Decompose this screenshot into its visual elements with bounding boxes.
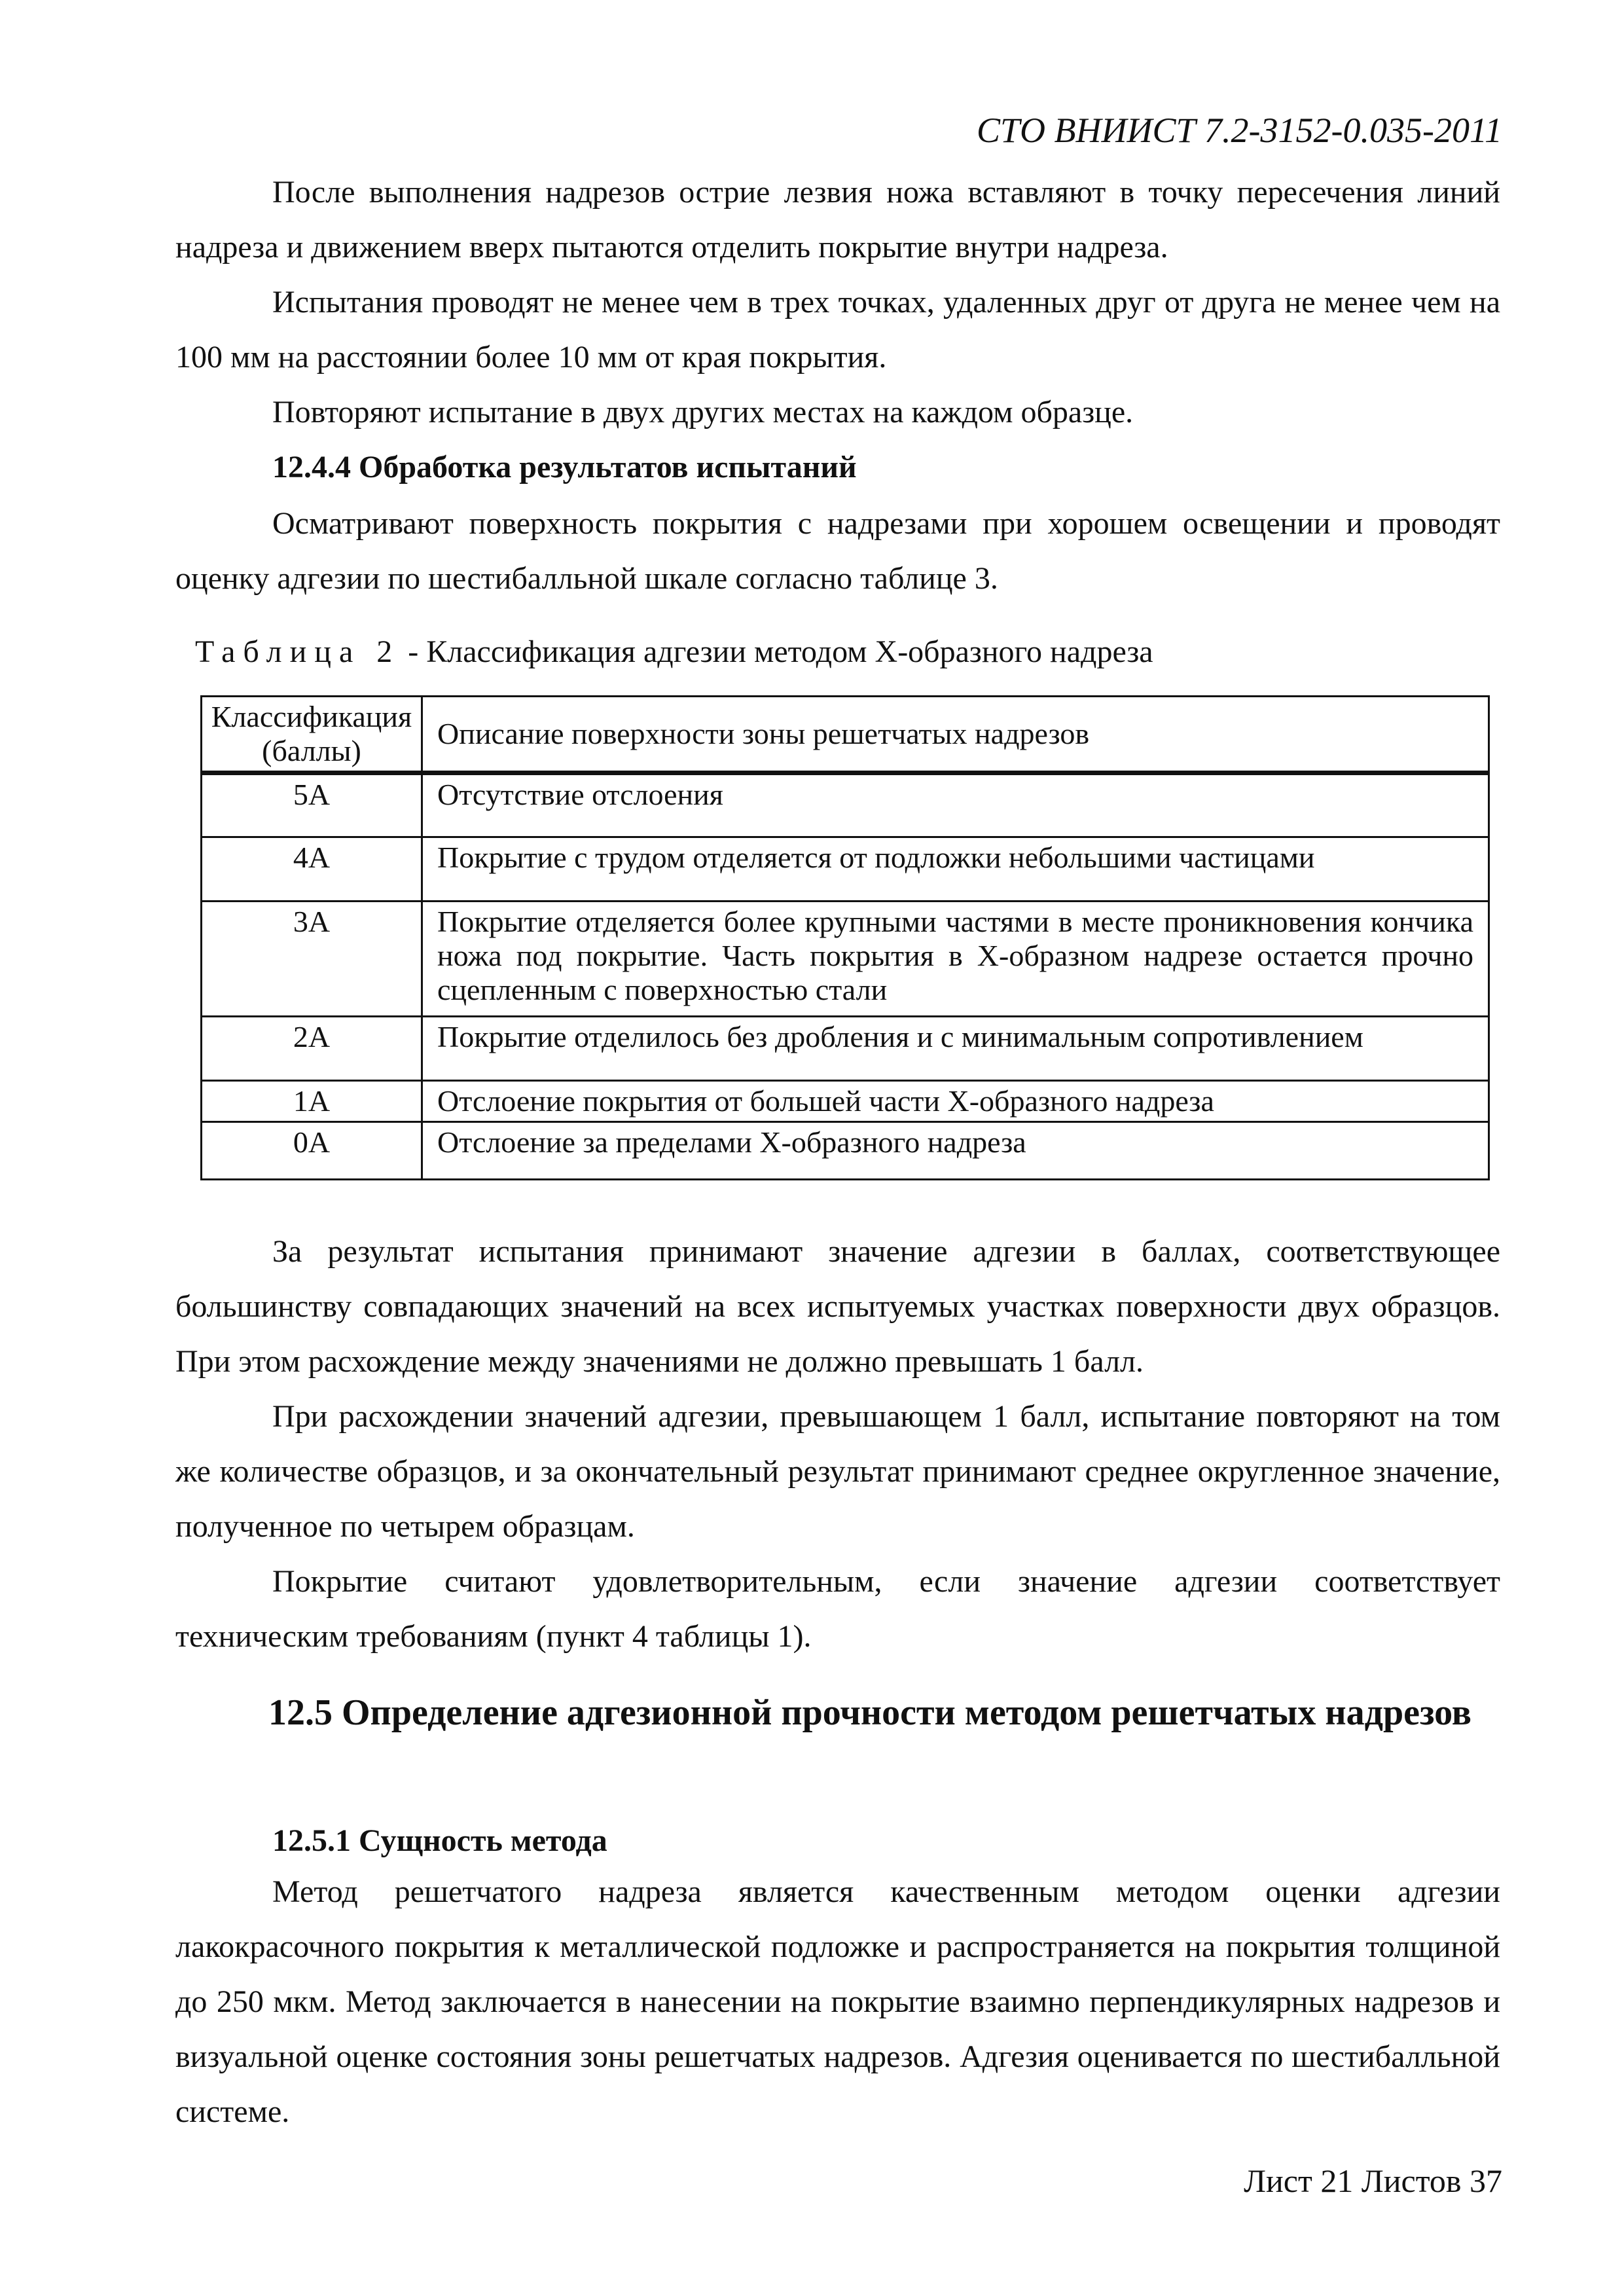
paragraph-knife-insertion: После выполнения надрезов острие лезвия ножа вставляют в точку пересечения линий надреза и движением вверх пытаются отделить покрытие внутри надреза. [175, 175, 1500, 264]
table-cell-grade: 0А [202, 1122, 422, 1180]
table-cell-grade: 2А [202, 1017, 422, 1081]
sheets-total: Листов 37 [1361, 2162, 1502, 2199]
table-cell-description: Отсутствие отслоения [422, 773, 1489, 837]
adhesion-classification-table [200, 695, 1490, 1180]
sheet-number: Лист 21 [1244, 2162, 1354, 2199]
table-row [202, 1017, 1489, 1081]
table-cell-grade: 1А [202, 1081, 422, 1122]
table-cell-grade: 4А [202, 837, 422, 902]
page-footer [1244, 2162, 1502, 2200]
table-row [202, 837, 1489, 902]
table-cell-grade: 5А [202, 773, 422, 837]
table-cell-description: Покрытие с трудом отделяется от подложки небольшими частицами [422, 837, 1489, 902]
document-code: СТО ВНИИСТ 7.2-3152-0.035-2011 [976, 111, 1502, 150]
paragraph-discrepancy: При расхождении значений адгезии, превышающем 1 балл, испытание повторяют на том же количестве образцов, и за окончательный результат принимают среднее округленное значение, полученное по четырем образцам. [175, 1399, 1500, 1544]
paragraph-test-points: Испытания проводят не менее чем в трех точках, удаленных друг от друга не менее чем на 100 мм на расстоянии более 10 мм от края покрытия. [175, 285, 1500, 374]
table-cell-description: Покрытие отделяется более крупными частями в месте проникновения кончика ножа под покрытие. Часть покрытия в Х-образном надрезе остается прочно сцепленным с поверхностью стали [422, 902, 1489, 1017]
table-header-row [202, 697, 1489, 773]
table-cell-description: Покрытие отделилось без дробления и с минимальным сопротивлением [422, 1017, 1489, 1081]
table-header-description: Описание поверхности зоны решетчатых надрезов [422, 697, 1489, 773]
table-row [202, 1081, 1489, 1122]
table-cell-description: Отслоение за пределами Х-образного надреза [422, 1122, 1489, 1180]
paragraph-inspection: Осматривают поверхность покрытия с надрезами при хорошем освещении и проводят оценку адгезии по шестибалльной шкале согласно таблице 3. [175, 506, 1500, 596]
section-heading-12-5: 12.5 Определение адгезионной прочности методом решетчатых надрезов [268, 1692, 1471, 1733]
paragraph-repeat-test: Повторяют испытание в двух других местах на каждом образце. [272, 395, 1134, 429]
table-caption-label: Таблица 2 [195, 634, 401, 669]
paragraph-result-evaluation: За результат испытания принимают значение адгезии в баллах, соответствующее большинству совпадающих значений на всех испытуемых участках поверхности двух образцов. При этом расхождение между значениями не должно превышать 1 балл. [175, 1234, 1500, 1379]
table-caption [195, 634, 1153, 670]
section-heading-12-4-4: 12.4.4 Обработка результатов испытаний [272, 450, 857, 484]
section-heading-12-5-1: 12.5.1 Сущность метода [272, 1823, 607, 1858]
table-caption-text: - Классификация адгезии методом Х-образного надреза [408, 634, 1153, 669]
table-header-grade: Классификация (баллы) [202, 697, 422, 773]
table-row [202, 773, 1489, 837]
table-row [202, 1122, 1489, 1180]
table-cell-grade: 3А [202, 902, 422, 1017]
table-row [202, 902, 1489, 1017]
paragraph-satisfactory: Покрытие считают удовлетворительным, если значение адгезии соответствует техническим требованиям (пункт 4 таблицы 1). [175, 1564, 1500, 1654]
paragraph-method-essence: Метод решетчатого надреза является качественным методом оценки адгезии лакокрасочного покрытия к металлической подложке и распространяется на покрытия толщиной до 250 мкм. Метод заключается в нанесении на покрытие взаимно перпендикулярных надрезов и визуальной оценке состояния зоны решетчатых надрезов. Адгезия оценивается по шестибалльной системе. [175, 1874, 1500, 2129]
table-cell-description: Отслоение покрытия от большей части Х-образного надреза [422, 1081, 1489, 1122]
